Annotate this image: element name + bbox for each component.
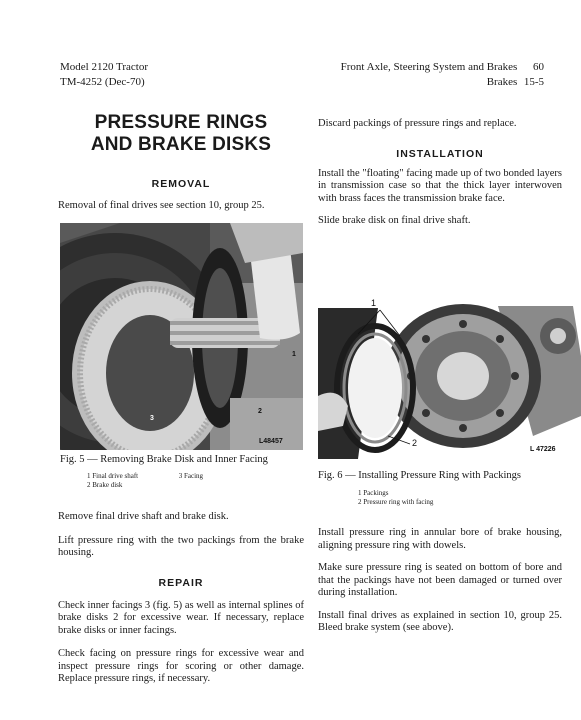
- fig5-legend: [60, 472, 306, 490]
- fig6-caption: Fig. 6 — Installing Pressure Ring with Packings: [318, 470, 521, 481]
- right-para-4: Make sure pressure ring is seated on bottom of bore and that the packings have not been damaged or turned over during installation.: [318, 562, 562, 598]
- left-lower-text: [58, 511, 304, 686]
- left-para-1: Remove final drive shaft and brake disk.: [58, 511, 229, 522]
- fig5-callout-2: 2: [258, 408, 262, 415]
- fig5-illustration: [60, 223, 303, 450]
- removal-text: Removal of final drives see section 10, group 25.: [58, 200, 265, 211]
- right-intro: Discard packings of pressure rings and replace.: [318, 118, 517, 129]
- model-label: Model 2120 Tractor: [60, 61, 148, 73]
- subsection-title: Brakes: [486, 76, 518, 88]
- title-line-2: AND BRAKE DISKS: [90, 134, 272, 155]
- fig6-photo: [318, 296, 581, 459]
- right-para-3: Install pressure ring in annular bore of brake housing, aligning pressure ring with dowels.: [318, 527, 562, 551]
- fig6-photo-id: L 47226: [530, 446, 556, 453]
- fig5-photo-id: L48457: [259, 438, 283, 445]
- left-para-4: Check facing on pressure rings for excessive wear and inspect pressure rings for scoring or other damage. Replace pressure rings, if necessary.: [58, 648, 304, 684]
- tm-label: TM-4252 (Dec-70): [60, 76, 145, 88]
- fig5-photo: [60, 223, 303, 450]
- page-number: 15-5: [523, 76, 544, 88]
- right-lower-text: [318, 527, 562, 635]
- fig6-legend-2: 2 Pressure ring with facing: [358, 498, 434, 506]
- installation-heading: INSTALLATION: [396, 147, 484, 160]
- repair-heading: REPAIR: [158, 576, 204, 589]
- left-column: [58, 112, 304, 213]
- section-title: Front Axle, Steering System and Brakes: [340, 61, 518, 73]
- fig6-callout-2: 2: [412, 438, 418, 448]
- page-title: [58, 112, 304, 156]
- title-line-1: PRESSURE RINGS: [94, 112, 268, 133]
- fig5-legend-2: 2 Brake disk: [87, 481, 123, 489]
- fig5-caption: Fig. 5 — Removing Brake Disk and Inner Facing: [60, 454, 268, 465]
- fig6-legend: [318, 489, 564, 507]
- fig6-caption-block: [318, 469, 564, 507]
- right-column: [318, 118, 562, 228]
- subsection-line: [341, 75, 544, 90]
- page-header-right: [341, 60, 544, 90]
- section-number: 60: [533, 61, 544, 73]
- fig5-legend-1: 1 Final drive shaft: [87, 472, 139, 480]
- fig5-caption-block: [60, 453, 306, 490]
- page-header-left: [60, 60, 148, 90]
- left-para-2: Lift pressure ring with the two packings from the brake housing.: [58, 534, 304, 558]
- right-para-2: Slide brake disk on final drive shaft.: [318, 215, 471, 226]
- fig5-legend-3: 3 Facing: [178, 472, 204, 480]
- fig6-illustration: [318, 296, 581, 459]
- right-para-5: Install final drives as explained in section 10, group 25. Bleed brake system (see above).: [318, 609, 562, 633]
- fig6-callout-1: 1: [371, 298, 377, 308]
- left-para-3: Check inner facings 3 (fig. 5) as well as internal splines of brake disks 2 for excessive wear. If necessary, replace brake disks or inner facings.: [58, 599, 304, 636]
- fig6-legend-1: 1 Packings: [358, 489, 389, 497]
- removal-heading: REMOVAL: [151, 178, 211, 190]
- fig5-callout-1: 1: [292, 351, 296, 358]
- section-line: [341, 60, 544, 75]
- fig5-callout-3: 3: [150, 415, 154, 422]
- right-para-1: Install the "floating" facing made up of two bonded layers in transmission case so that the thick layer interwoven with brass faces the transmission brake face.: [318, 167, 562, 204]
